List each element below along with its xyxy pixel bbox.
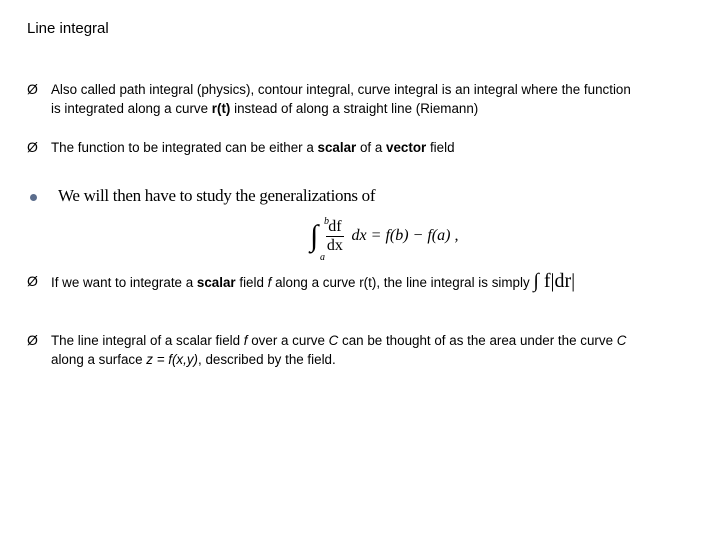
bullet-text: , described by the field. (198, 352, 336, 367)
formula-rest: dx = f(b) − f(a) , (351, 227, 459, 245)
arrow-bullet-icon: Ø (27, 273, 38, 289)
bullet-text: over a curve (247, 333, 329, 348)
bullet-scalar-line-integral (27, 272, 701, 292)
bullet-text: field (235, 275, 268, 290)
bullet-text: The line integral of a scalar field (51, 333, 244, 348)
bullet-italic: C (328, 333, 339, 348)
bullet-bold: scalar (317, 140, 357, 155)
bullet-italic: f (243, 333, 248, 348)
bullet-path-integral (27, 80, 701, 118)
bullet-italic: f (267, 275, 272, 290)
bullet-text: is integrated along a curve (51, 101, 212, 116)
fundamental-theorem-formula (310, 218, 458, 268)
bullet-italic: z = f(x,y) (146, 352, 199, 367)
bullet-text: along a surface (51, 352, 147, 367)
bullet-text: field (426, 140, 455, 155)
generalization-text: We will then have to study the generalizations of (58, 186, 376, 205)
bullet-text: If we want to integrate a (51, 275, 197, 290)
lower-limit: a (320, 252, 325, 263)
bullet-bold: r(t) (211, 101, 231, 116)
bullet-bold: scalar (196, 275, 236, 290)
upper-limit: b (324, 216, 329, 227)
fraction-numerator: df (328, 218, 342, 235)
bullet-text: of a (356, 140, 387, 155)
bullet-scalar-vector (27, 138, 701, 157)
round-bullet-icon (30, 194, 37, 201)
bullet-text: can be thought of as the area under the curve (338, 333, 617, 348)
bullet-text: The function to be integrated can be either a (51, 140, 318, 155)
arrow-bullet-icon: Ø (27, 332, 38, 348)
bullet-area-under-curve (27, 331, 701, 369)
integral-sign-icon: ∫ (310, 219, 319, 253)
fraction-denominator: dx (326, 237, 343, 254)
arrow-bullet-icon: Ø (27, 139, 38, 155)
bullet-text: instead of along a straight line (Riemann) (230, 101, 479, 116)
page-title: Line integral (27, 20, 109, 37)
line-integral-formula: ∫ f|dr| (533, 270, 576, 292)
bullet-text: Also called path integral (physics), contour integral, curve integral is an integral where the function (51, 82, 631, 97)
arrow-bullet-icon: Ø (27, 81, 38, 97)
bullet-bold: vector (386, 140, 427, 155)
bullet-italic: C (616, 333, 627, 348)
bullet-text: along a curve r(t), the line integral is simply (271, 275, 530, 290)
